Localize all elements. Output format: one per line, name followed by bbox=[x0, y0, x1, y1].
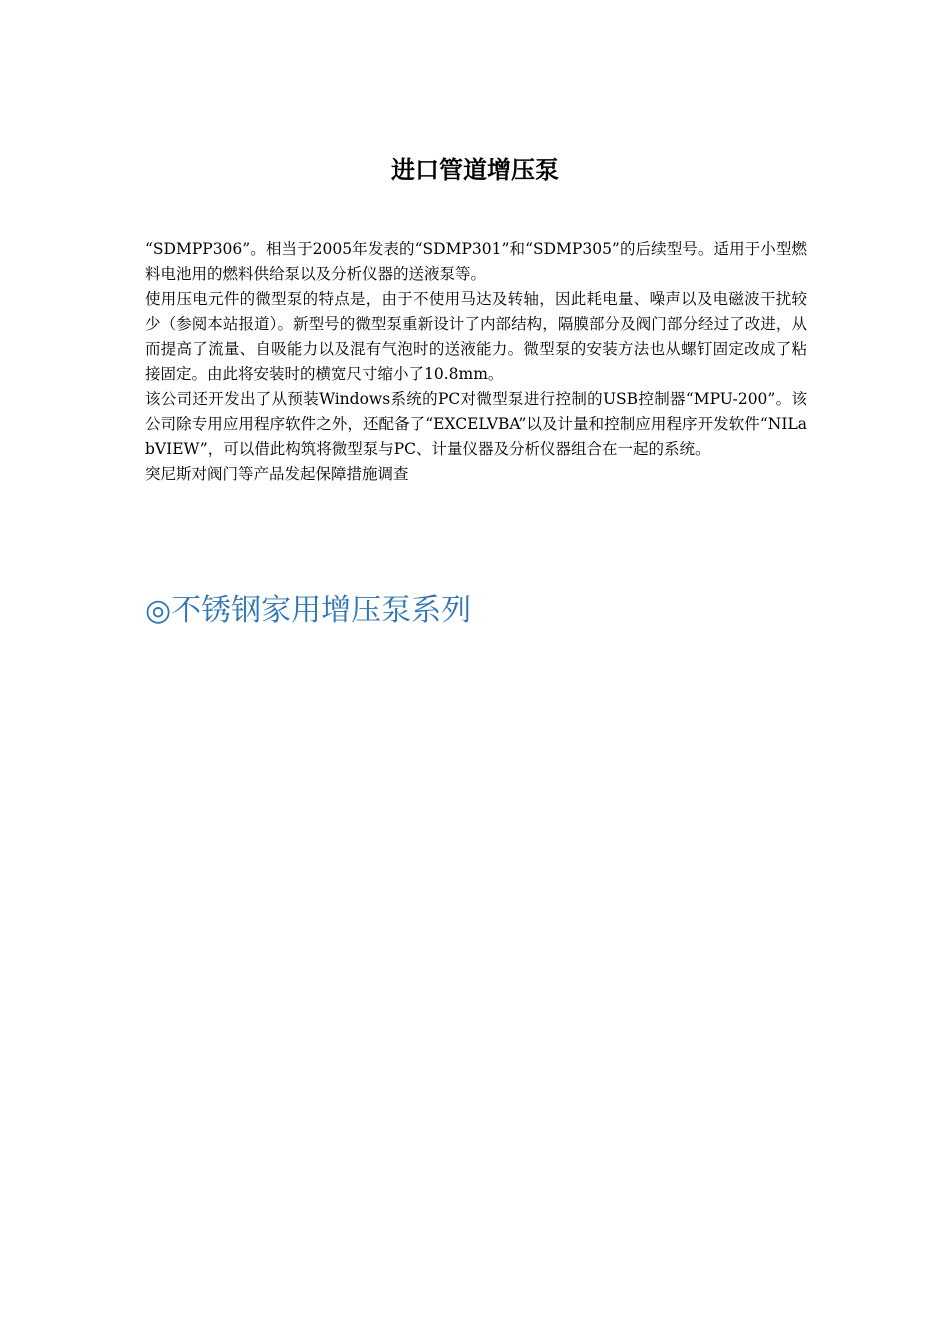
section-heading: ◎不锈钢家用增压泵系列 bbox=[145, 593, 472, 628]
paragraph-features: 使用压电元件的微型泵的特点是，由于不使用马达及转轴，因此耗电量、噪声以及电磁波干扰较少（参阅本站报道）。新型号的微型泵重新设计了内部结构，隔膜部分及阀门部分经过了改进，从而提高了流量、自吸能力以及混有气泡时的送液能力。微型泵的安装方法也从螺钉固定改成了粘接固定。由此将安装时的横宽尺寸缩小了10.8mm。 bbox=[145, 290, 807, 383]
paragraph-product-intro: “SDMPP306”。相当于2005年发表的“SDMP301”和“SDMP305”的后续型号。适用于小型燃料电池用的燃料供给泵以及分析仪器的送液泵等。 bbox=[145, 240, 807, 283]
paragraph-news-line: 突尼斯对阀门等产品发起保障措施调查 bbox=[145, 465, 409, 483]
paragraph-usb-controller: 该公司还开发出了从预装Windows系统的PC对微型泵进行控制的USB控制器“MPU-200”。该公司除专用应用程序软件之外，还配备了“EXCELVBA”以及计量和控制应用程序开发软件“NILabVIEW”，可以借此构筑将微型泵与PC、计量仪器及分析仪器组合在一起的系统。 bbox=[145, 390, 807, 458]
document-body bbox=[145, 237, 807, 487]
document-title: 进口管道增压泵 bbox=[391, 156, 559, 184]
